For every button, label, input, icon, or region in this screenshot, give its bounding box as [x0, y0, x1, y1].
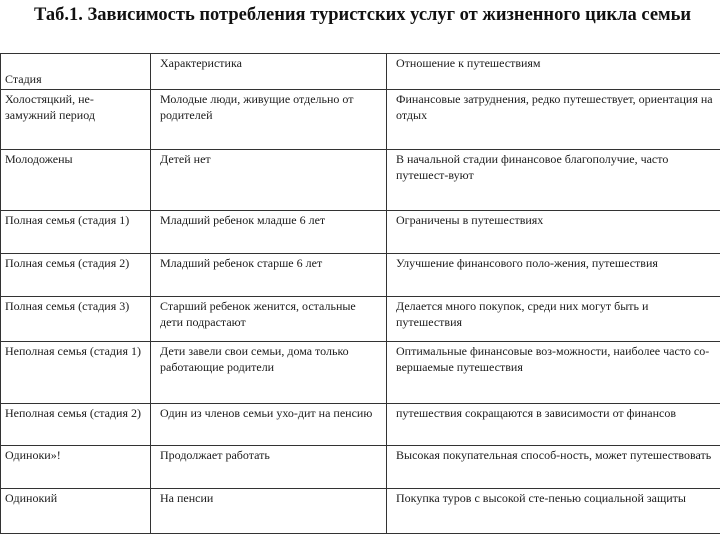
cell-stage: Полная семья (стадия 3) — [1, 297, 151, 342]
cell-travel-attitude: Делается много покупок, среди них могут быть и путешествия — [387, 297, 720, 342]
cell-travel-attitude: В начальной стадии финансовое благополучие, часто путешест-вуют — [387, 150, 720, 211]
cell-characteristic: Дети завели свои семьи, дома только работающие родители — [151, 342, 387, 404]
table-row — [1, 90, 720, 150]
cell-travel-attitude: Финансовые затруднения, редко путешествует, ориентация на отдых — [387, 90, 720, 150]
cell-characteristic: Младший ребенок младше 6 лет — [151, 211, 387, 254]
table-row — [1, 297, 720, 342]
cell-stage: Одиноки»! — [1, 446, 151, 489]
lifecycle-table — [0, 53, 720, 534]
header-stage: Стадия — [1, 54, 151, 90]
cell-travel-attitude: путешествия сокращаются в зависимости от финансов — [387, 404, 720, 446]
cell-characteristic: Детей нет — [151, 150, 387, 211]
table-row — [1, 150, 720, 211]
cell-travel-attitude: Высокая покупательная способ-ность, может путешествовать — [387, 446, 720, 489]
cell-characteristic: На пенсии — [151, 489, 387, 534]
header-travel-attitude: Отношение к путешествиям — [387, 54, 720, 90]
cell-characteristic: Старший ребенок женится, остальные дети подрастают — [151, 297, 387, 342]
cell-stage: Холостяцкий, не-замужний период — [1, 90, 151, 150]
cell-travel-attitude: Улучшение финансового поло-жения, путешествия — [387, 254, 720, 297]
cell-stage: Одинокий — [1, 489, 151, 534]
cell-characteristic: Молодые люди, живущие отдельно от родителей — [151, 90, 387, 150]
cell-travel-attitude: Покупка туров с высокой сте-пенью социальной защиты — [387, 489, 720, 534]
cell-stage: Молодожены — [1, 150, 151, 211]
cell-characteristic: Младший ребенок старше 6 лет — [151, 254, 387, 297]
cell-stage: Неполная семья (стадия 1) — [1, 342, 151, 404]
cell-travel-attitude: Оптимальные финансовые воз-можности, наиболее часто со-вершаемые путешествия — [387, 342, 720, 404]
cell-stage: Полная семья (стадия 2) — [1, 254, 151, 297]
header-characteristic: Характеристика — [151, 54, 387, 90]
table-row — [1, 489, 720, 534]
table-row — [1, 211, 720, 254]
table-header-row — [1, 54, 720, 90]
cell-travel-attitude: Ограничены в путешествиях — [387, 211, 720, 254]
table-row — [1, 404, 720, 446]
cell-stage: Полная семья (стадия 1) — [1, 211, 151, 254]
cell-characteristic: Продолжает работать — [151, 446, 387, 489]
table-title: Таб.1. Зависимость потребления туристских услуг от жизненного цикла семьи — [34, 5, 692, 25]
table-row — [1, 254, 720, 297]
table-row — [1, 342, 720, 404]
cell-stage: Неполная семья (стадия 2) — [1, 404, 151, 446]
table-row — [1, 446, 720, 489]
cell-characteristic: Один из членов семьи ухо-дит на пенсию — [151, 404, 387, 446]
